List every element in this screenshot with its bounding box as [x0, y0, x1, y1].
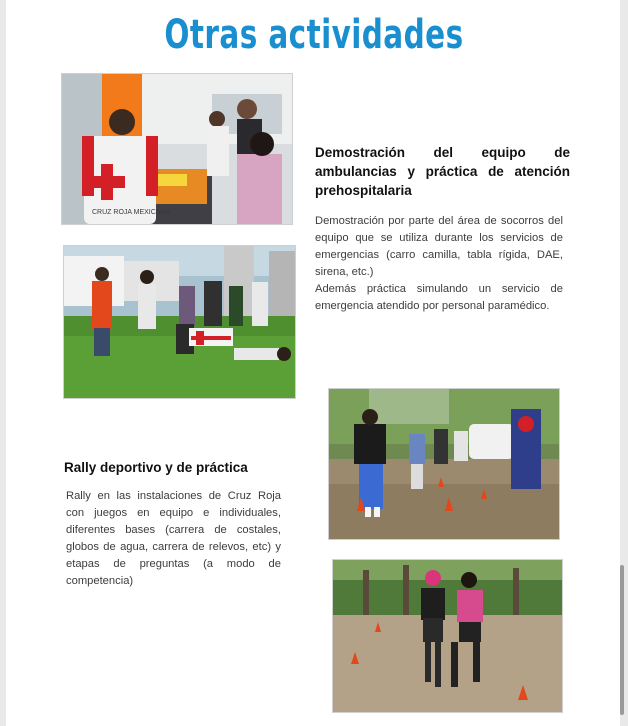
photo-prehospital-practice — [63, 245, 296, 399]
section-ambulance-heading: Demostración del equipo de ambulancias y práctica de atención prehospitalaria — [315, 145, 570, 198]
photo-ambulance-demo — [61, 73, 293, 225]
page-title: Otras actividades — [164, 12, 464, 58]
scrollbar-thumb[interactable] — [620, 565, 624, 715]
photo-rally-race — [332, 559, 563, 713]
section-ambulance-paragraph-1: Demostración por parte del área de socorros del equipo que se utiliza durante los servicios de emergencias (carro camilla, tabla rígida, DAE, sirena, etc.) — [315, 215, 563, 278]
section-ambulance-text — [315, 213, 563, 315]
photo-rally-relay — [328, 388, 560, 540]
vest-label: CRUZ ROJA MEXICANA — [92, 209, 171, 216]
section-ambulance-paragraph-2: Además práctica simulando un servicio de emergencia atendido por personal paramédico. — [315, 283, 563, 312]
section-rally-paragraph: Rally en las instalaciones de Cruz Roja con juegos en equipo e individuales, diferentes bases (carrera de costales, globos de agua, carrera de relevos, etc) y etapas de preguntas (a modo de competencia) — [66, 490, 281, 587]
section-rally-heading: Rally deportivo y de práctica — [64, 460, 248, 475]
